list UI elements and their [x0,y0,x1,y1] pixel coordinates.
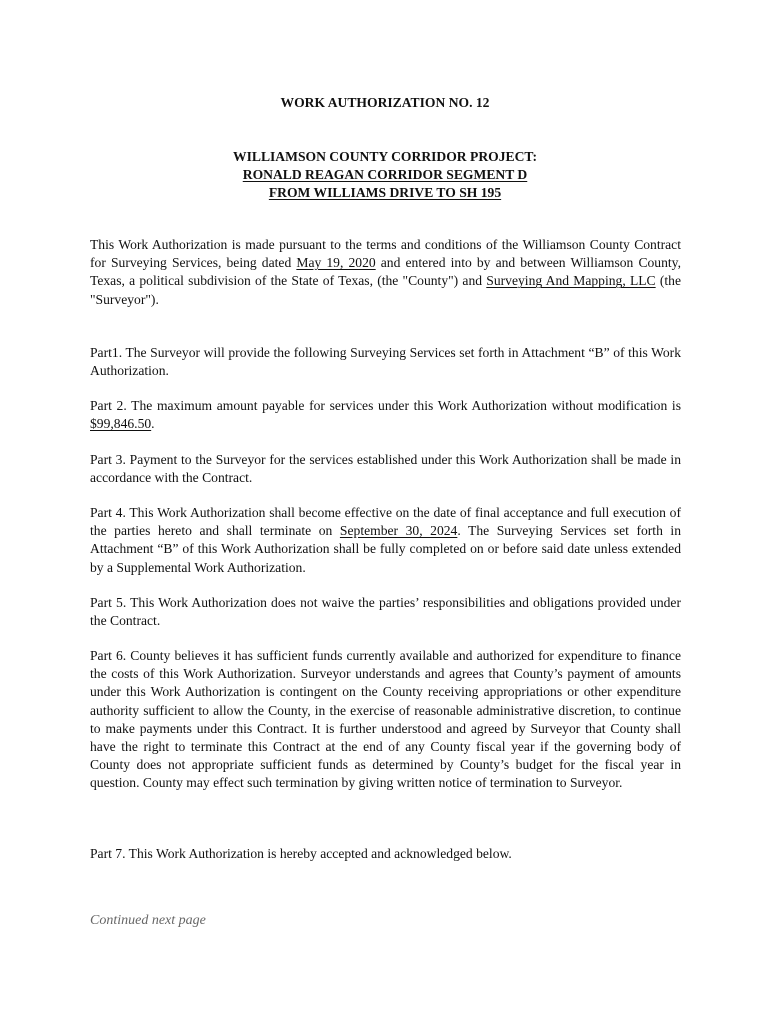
project-limits: FROM WILLIAMS DRIVE TO SH 195 [268,185,502,200]
part-7: Part 7. This Work Authorization is hereby accepted and acknowledged below. [90,846,512,861]
part-4 [90,504,681,577]
document-title: WORK AUTHORIZATION NO. 12 [280,95,490,110]
part-2 [90,397,681,433]
project-name: WILLIAMSON COUNTY CORRIDOR PROJECT: [233,149,537,164]
part-4-text-1: Part 4. This Work Authorization shall become effective on the date of final acceptance and full execution of the parties hereto and shall terminate on [90,505,681,539]
continued-note: Continued next page [90,913,206,928]
intro-paragraph [90,236,681,309]
part-5: Part 5. This Work Authorization does not waive the parties’ responsibilities and obligations provided under the Contract. [90,595,681,629]
part-2-text: Part 2. The maximum amount payable for services under this Work Authorization without modification is [90,398,681,413]
max-amount: $99,846.50 [90,416,152,432]
part-1: Part1. The Surveyor will provide the following Surveying Services set forth in Attachment “B” of this Work Authorization. [90,345,681,379]
part-3: Part 3. Payment to the Surveyor for the services established under this Work Authorization shall be made in accordance with the Contract. [90,452,681,486]
part-6: Part 6. County believes it has sufficient funds currently available and authorized for expenditure to finance the costs of this Work Authorization. Surveyor understands and agrees that County’s payment of amounts under this Work Authorization is contingent on the County receiving appropriations or other expenditure authority sufficient to allow the County, in the exercise of reasonable administrative discretion, to continue to make payments under this Contract. It is further understood and agreed by Surveyor that County shall have the right to terminate this Contract at the end of any County fiscal year if the governing body of County does not appropriate sufficient funds as determined by County’s budget for the fiscal year in question. County may effect such termination by giving written notice of termination to Surveyor. [90,648,681,791]
project-segment: RONALD REAGAN CORRIDOR SEGMENT D [242,167,528,182]
part-4-text-2: . The Surveying Services set forth in Attachment “B” of this Work Authorization shall be fully completed on or before said date unless extended by a Supplemental Work Authorization. [90,523,681,575]
surveyor-name: Surveying And Mapping, LLC [486,273,656,289]
part-2-end: . [151,416,155,432]
contract-date: May 19, 2020 [296,255,376,271]
intro-text-1: This Work Authorization is made pursuant to the terms and conditions of the Williamson County Contract for Surveying Services, being dated [90,237,681,271]
intro-text-2: and entered into by and between Williamson County, Texas, a political subdivision of the State of Texas, (the "County") and [90,255,681,289]
termination-date: September 30, 2024 [339,523,458,539]
intro-text-3: (the "Surveyor"). [90,273,681,307]
